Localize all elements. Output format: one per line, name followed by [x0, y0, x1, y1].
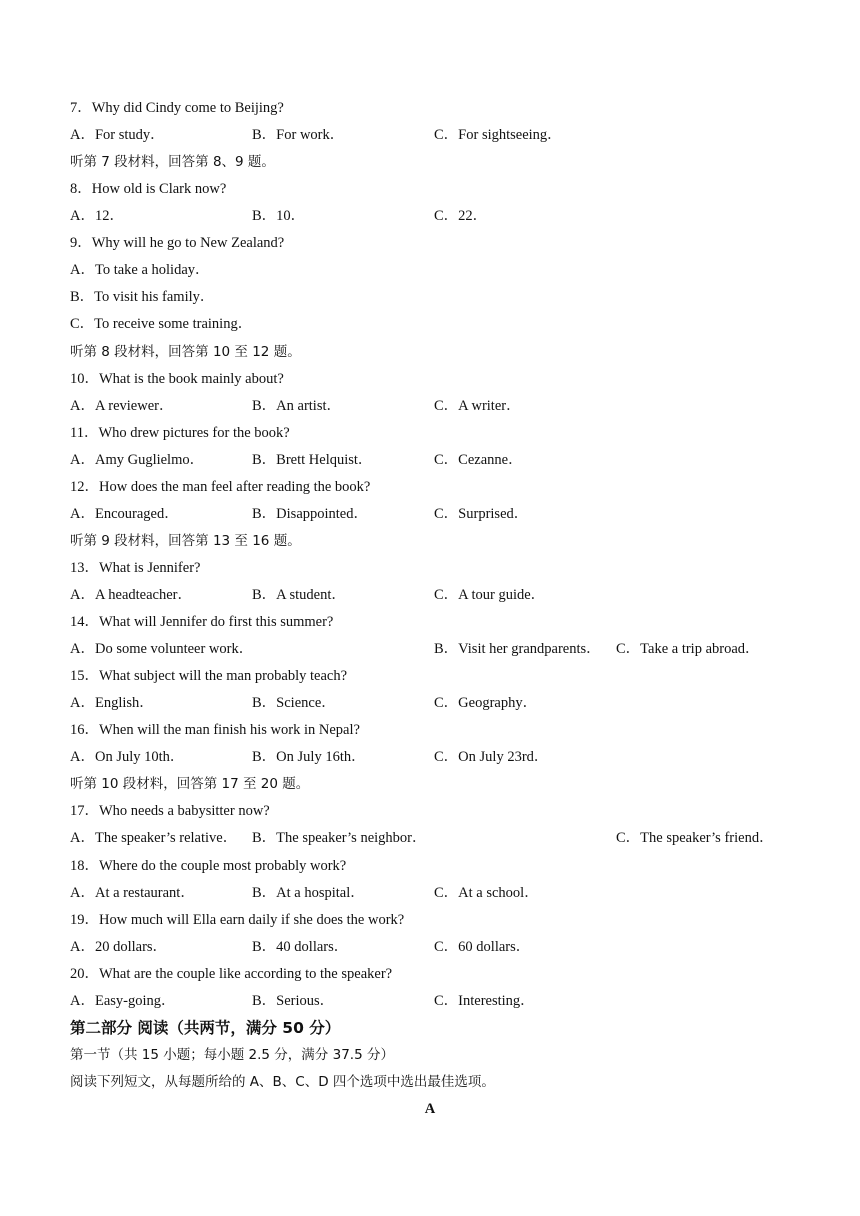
option-c: C．Take a trip abroad． — [616, 641, 760, 657]
option-a: A．To take a holiday． — [70, 262, 210, 278]
option-c: C．Interesting． — [434, 993, 535, 1009]
question-stem: 7．Why did Cindy come to Beijing? — [70, 100, 284, 116]
question-stem: 17．Who needs a babysitter now? — [70, 803, 270, 819]
question-stem: 15．What subject will the man probably teach? — [70, 668, 348, 684]
option-b: B．40 dollars． — [252, 939, 349, 955]
listening-note: 听第 10 段材料，回答第 17 至 20 题。 — [70, 776, 310, 792]
question-stem: 16．When will the man finish his work in Nepal? — [70, 722, 360, 738]
section-instructions: 阅读下列短文，从每题所给的 A、B、C、D 四个选项中选出最佳选项。 — [70, 1074, 495, 1090]
option-c: C．A tour guide． — [434, 587, 546, 603]
option-c: C．For sightseeing． — [434, 127, 562, 143]
question-stem: 9．Why will he go to New Zealand? — [70, 235, 285, 251]
section-heading: 第二部分 阅读（共两节，满分 50 分） — [70, 1019, 341, 1037]
question-stem: 19．How much will Ella earn daily if she does the work? — [70, 912, 405, 928]
option-c: C．60 dollars． — [434, 939, 531, 955]
question-stem: 18．Where do the couple most probably work? — [70, 858, 347, 874]
listening-note: 听第 7 段材料，回答第 8、9 题。 — [70, 154, 275, 170]
option-b: B．The speaker’s neighbor． — [252, 830, 427, 846]
listening-note: 听第 8 段材料，回答第 10 至 12 题。 — [70, 344, 301, 360]
passage-label: A — [424, 1101, 436, 1117]
option-b: B．10． — [252, 208, 306, 224]
option-b: B．Disappointed． — [252, 506, 368, 522]
option-c: C．To receive some training． — [70, 316, 253, 332]
option-c: C．On July 23rd． — [434, 749, 549, 765]
option-c: C．At a school． — [434, 885, 539, 901]
listening-note: 听第 9 段材料，回答第 13 至 16 题。 — [70, 533, 301, 549]
question-stem: 12．How does the man feel after reading the book? — [70, 479, 371, 495]
question-stem: 20．What are the couple like according to the speaker? — [70, 966, 393, 982]
option-b: B．Visit her grandparents． — [434, 641, 601, 657]
option-b: B．On July 16th． — [252, 749, 366, 765]
question-stem: 8．How old is Clark now? — [70, 181, 227, 197]
option-c: C．Cezanne． — [434, 452, 523, 468]
question-stem: 10．What is the book mainly about? — [70, 371, 284, 387]
option-a: A．Amy Guglielmo． — [70, 452, 205, 468]
option-a: A．12． — [70, 208, 124, 224]
option-c: C．22． — [434, 208, 488, 224]
option-a: A．Easy-going． — [70, 993, 176, 1009]
option-b: B．Science． — [252, 695, 336, 711]
option-c: C．A writer． — [434, 398, 521, 414]
option-b: B．Brett Helquist． — [252, 452, 373, 468]
option-a: A．A reviewer． — [70, 398, 174, 414]
option-a: A．On July 10th． — [70, 749, 185, 765]
option-b: B．For work． — [252, 127, 345, 143]
option-a: A．Do some volunteer work． — [70, 641, 254, 657]
option-b: B．Serious． — [252, 993, 335, 1009]
option-a: A．A headteacher． — [70, 587, 192, 603]
option-b: B．An artist． — [252, 398, 342, 414]
option-a: A．20 dollars． — [70, 939, 168, 955]
question-stem: 13．What is Jennifer? — [70, 560, 201, 576]
question-stem: 11．Who drew pictures for the book? — [70, 425, 290, 441]
section-subheading: 第一节（共 15 小题；每小题 2.5 分，满分 37.5 分） — [70, 1047, 394, 1063]
question-stem: 14．What will Jennifer do first this summer? — [70, 614, 334, 630]
option-b: B．At a hospital． — [252, 885, 365, 901]
option-a: A．For study． — [70, 127, 165, 143]
option-b: B．A student． — [252, 587, 346, 603]
option-a: A．Encouraged． — [70, 506, 179, 522]
option-a: A．The speaker’s relative． — [70, 830, 238, 846]
option-c: C．The speaker’s friend． — [616, 830, 774, 846]
option-a: A．At a restaurant． — [70, 885, 195, 901]
option-a: A．English． — [70, 695, 154, 711]
option-b: B．To visit his family． — [70, 289, 215, 305]
option-c: C．Geography． — [434, 695, 538, 711]
option-c: C．Surprised． — [434, 506, 529, 522]
